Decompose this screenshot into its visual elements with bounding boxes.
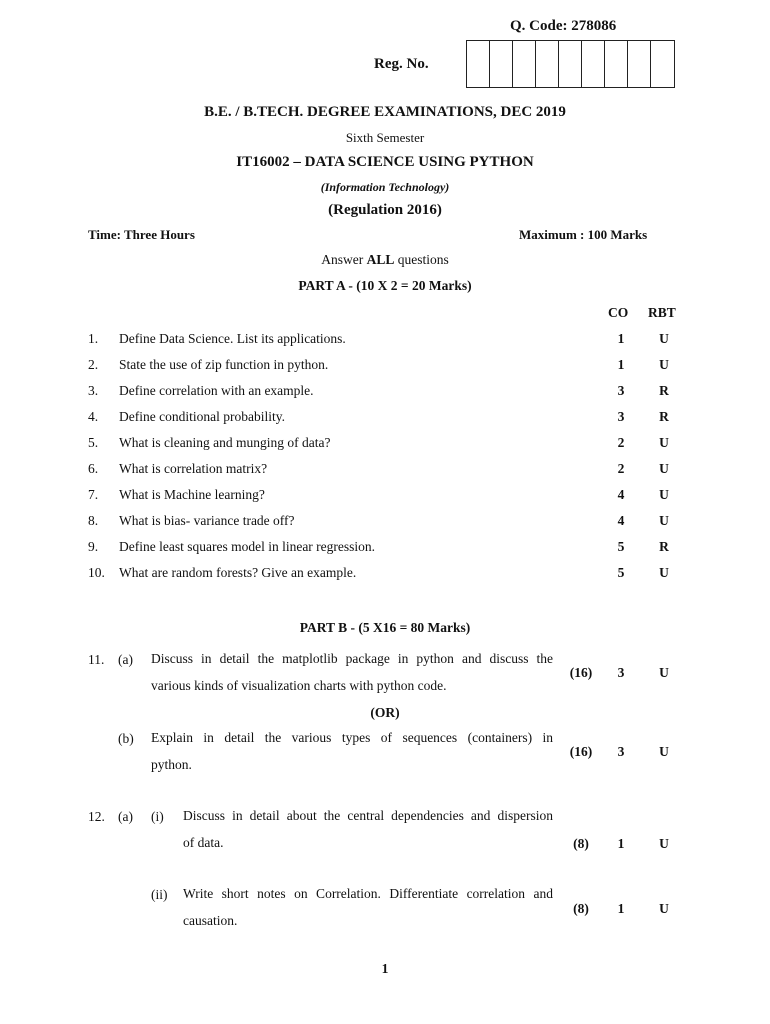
subpart-label: (a): [118, 652, 133, 667]
question-co: 5: [617, 539, 625, 554]
question-marks: (8): [573, 901, 589, 916]
question-co: 1: [617, 357, 625, 372]
part-a-question: [0, 357, 770, 377]
column-header-rbt: RBT: [648, 305, 676, 320]
question-text: Define conditional probability.: [119, 409, 285, 424]
reg-no-cell[interactable]: [605, 41, 628, 87]
question-marks: (8): [573, 836, 589, 851]
part-a-question: [0, 565, 770, 585]
question-rbt: U: [659, 901, 669, 916]
question-rbt: U: [659, 487, 669, 502]
question-co: 3: [617, 744, 625, 759]
reg-no-cell[interactable]: [559, 41, 582, 87]
question-text: Define Data Science. List its applications.: [119, 331, 346, 346]
question-text: Define correlation with an example.: [119, 383, 314, 398]
column-header-co: CO: [608, 305, 629, 320]
question-number: 11.: [88, 652, 105, 667]
question-number: 4.: [88, 409, 99, 424]
question-text: What is correlation matrix?: [119, 461, 268, 476]
question-line: of data.: [183, 835, 224, 850]
part-a-question: [0, 539, 770, 559]
part-a-question: [0, 513, 770, 533]
semester: Sixth Semester: [345, 130, 425, 145]
question-line: various kinds of visualization charts with python code.: [151, 678, 447, 693]
reg-no-cell[interactable]: [536, 41, 559, 87]
max-marks-label: Maximum : 100 Marks: [519, 227, 648, 242]
instructions-prefix: Answer: [321, 252, 367, 267]
question-number: 6.: [88, 461, 99, 476]
question-rbt: U: [659, 836, 669, 851]
question-rbt: U: [659, 331, 669, 346]
question-rbt: U: [659, 565, 669, 580]
part-a-question: [0, 461, 770, 481]
question-12a-ii-text: [183, 880, 553, 934]
question-co: 5: [617, 565, 625, 580]
or-separator: (OR): [370, 705, 400, 720]
question-co: 4: [617, 513, 625, 528]
part-a-question: [0, 487, 770, 507]
question-rbt: U: [659, 665, 669, 680]
question-text: What are random forests? Give an example.: [119, 565, 357, 580]
page-number: 1: [381, 961, 389, 976]
question-rbt: R: [659, 383, 669, 398]
question-line: Write short notes on Correlation. Differentiate correlation and: [183, 886, 553, 901]
question-number: 10.: [88, 565, 105, 580]
question-rbt: R: [659, 539, 669, 554]
question-11b-text: [151, 724, 553, 778]
reg-no-cell[interactable]: [513, 41, 536, 87]
question-number: 7.: [88, 487, 99, 502]
question-line: Discuss in detail the matplotlib package in python and discuss the: [151, 651, 553, 666]
question-11a-text: [151, 645, 553, 699]
reg-no-boxes[interactable]: [466, 40, 675, 88]
part-a-question: [0, 383, 770, 403]
question-co: 2: [617, 461, 625, 476]
question-code: Q. Code: 278086: [510, 18, 617, 34]
question-number: 9.: [88, 539, 99, 554]
question-number: 1.: [88, 331, 99, 346]
question-co: 3: [617, 409, 625, 424]
instructions: [0, 252, 770, 268]
reg-no-cell[interactable]: [582, 41, 605, 87]
question-line: causation.: [183, 913, 238, 928]
part-a-title: PART A - (10 X 2 = 20 Marks): [298, 278, 472, 293]
course-title: IT16002 – DATA SCIENCE USING PYTHON: [236, 154, 534, 170]
question-co: 2: [617, 435, 625, 450]
question-rbt: U: [659, 435, 669, 450]
subpart-label: (a): [118, 809, 133, 824]
question-number: 8.: [88, 513, 99, 528]
subpart-label: (b): [118, 731, 134, 746]
question-text: What is cleaning and munging of data?: [119, 435, 331, 450]
time-label: Time: Three Hours: [88, 227, 195, 242]
reg-no-cell[interactable]: [467, 41, 490, 87]
exam-title: B.E. / B.TECH. DEGREE EXAMINATIONS, DEC 2019: [204, 104, 566, 120]
question-marks: (16): [569, 744, 593, 759]
subpart-label: (i): [151, 809, 164, 824]
reg-no-label: Reg. No.: [374, 56, 429, 72]
subpart-label: (ii): [151, 887, 168, 902]
question-12a-i-text: [183, 802, 553, 856]
question-co: 1: [617, 836, 625, 851]
instructions-all: ALL: [366, 252, 395, 267]
question-rbt: R: [659, 409, 669, 424]
reg-no-cell[interactable]: [490, 41, 513, 87]
question-line: Explain in detail the various types of sequences (containers) in: [151, 730, 553, 745]
part-b-title: PART B - (5 X16 = 80 Marks): [299, 620, 471, 635]
instructions-suffix: questions: [394, 252, 449, 267]
question-co: 3: [617, 665, 625, 680]
question-number: 2.: [88, 357, 99, 372]
part-a-question: [0, 331, 770, 351]
part-a-question: [0, 409, 770, 429]
question-text: Define least squares model in linear regression.: [119, 539, 376, 554]
regulation: (Regulation 2016): [328, 202, 442, 218]
question-co: 1: [617, 331, 625, 346]
question-co: 4: [617, 487, 625, 502]
question-number: 12.: [88, 809, 105, 824]
part-a-question: [0, 435, 770, 455]
question-rbt: U: [659, 513, 669, 528]
question-rbt: U: [659, 357, 669, 372]
question-marks: (16): [569, 665, 593, 680]
question-line: python.: [151, 757, 192, 772]
reg-no-cell[interactable]: [628, 41, 651, 87]
question-rbt: U: [659, 461, 669, 476]
question-number: 5.: [88, 435, 99, 450]
reg-no-cell[interactable]: [651, 41, 674, 87]
question-rbt: U: [659, 744, 669, 759]
question-number: 3.: [88, 383, 99, 398]
question-text: What is bias- variance trade off?: [119, 513, 295, 528]
question-co: 1: [617, 901, 625, 916]
question-co: 3: [617, 383, 625, 398]
department: (Information Technology): [320, 180, 450, 194]
question-text: State the use of zip function in python.: [119, 357, 329, 372]
question-text: What is Machine learning?: [119, 487, 265, 502]
question-line: Discuss in detail about the central dependencies and dispersion: [183, 808, 553, 823]
